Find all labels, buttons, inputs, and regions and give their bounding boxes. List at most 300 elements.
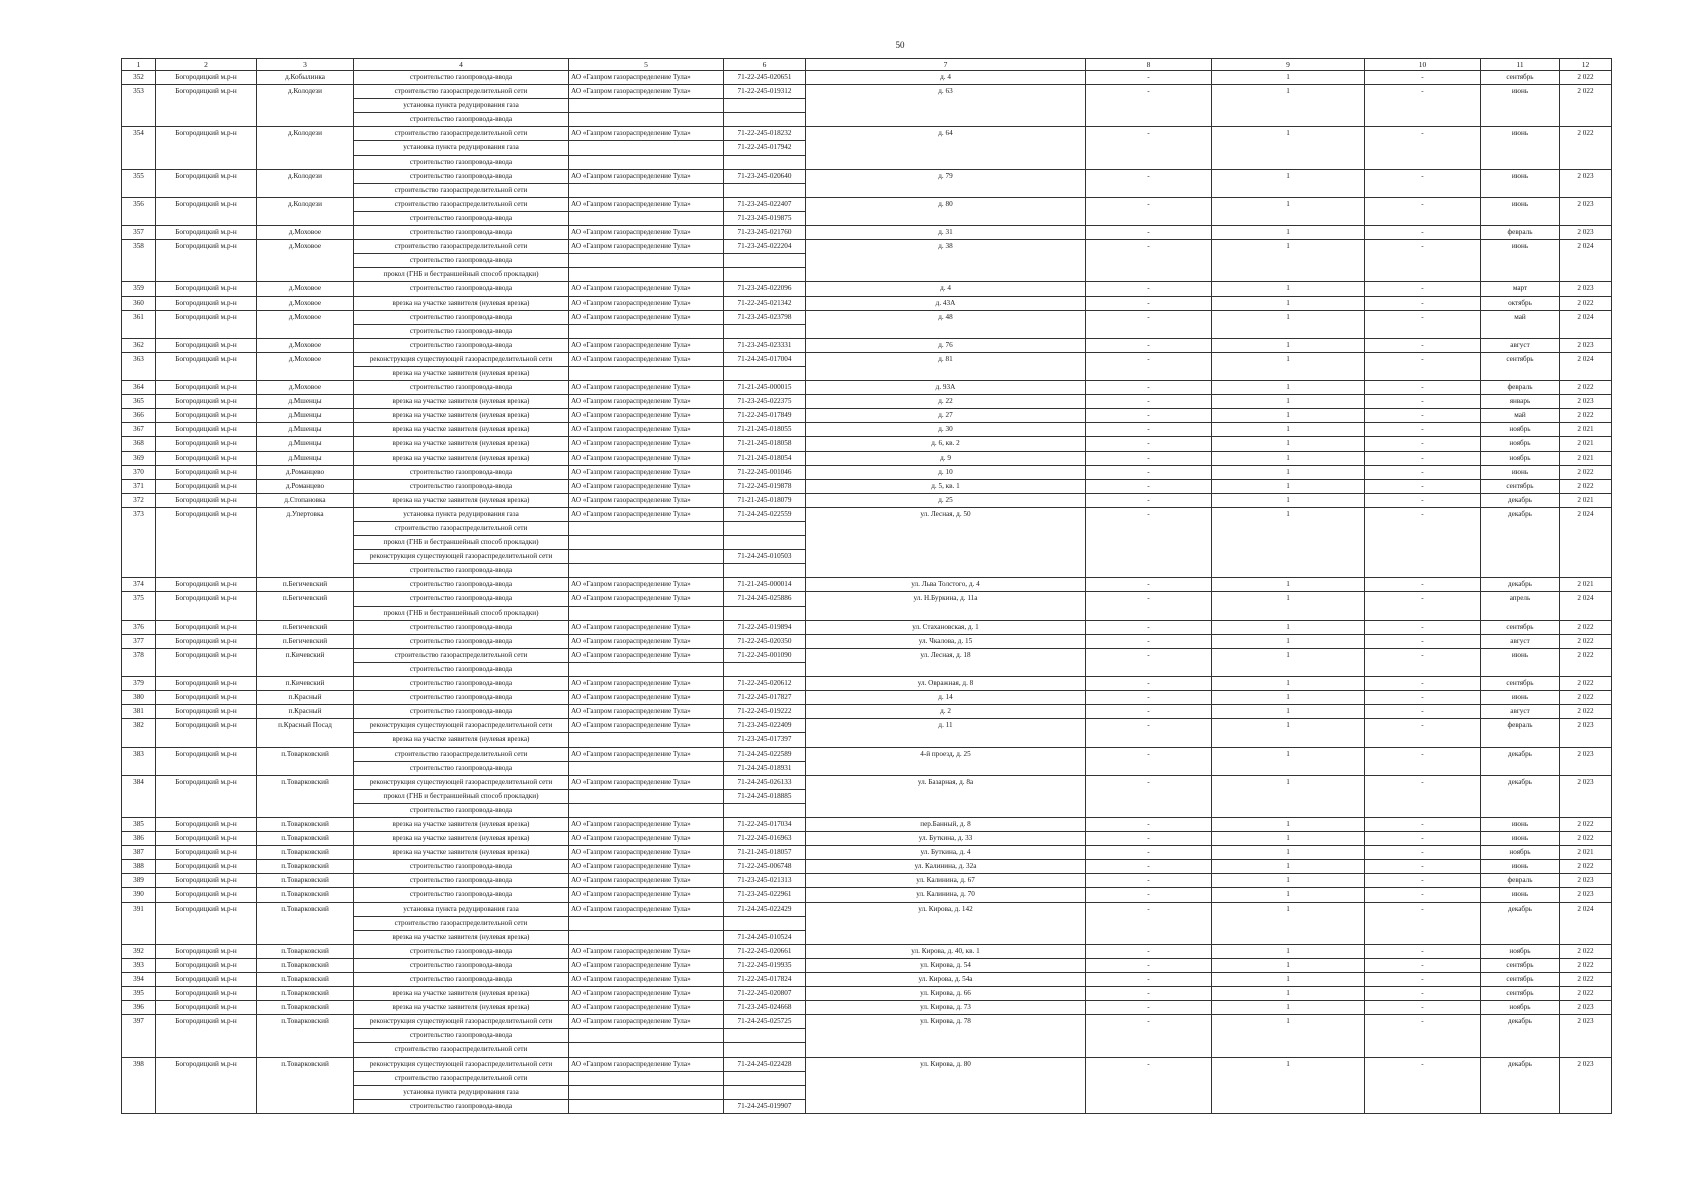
year-cell: 2 022 <box>1560 944 1612 958</box>
column-8-cell: - <box>1086 832 1212 846</box>
column-10-cell: - <box>1365 832 1481 846</box>
month-cell: ноябрь <box>1481 1001 1560 1015</box>
document-number-cell <box>724 522 806 536</box>
organization-cell <box>569 564 724 578</box>
address-cell: ул. Кирова, д. 40, кв. 1 <box>806 944 1086 958</box>
column-9-cell: 1 <box>1212 705 1365 719</box>
month-cell: июнь <box>1481 888 1560 902</box>
year-cell: 2 022 <box>1560 677 1612 691</box>
address-cell: д. 27 <box>806 409 1086 423</box>
district-cell: Богородицкий м.р-н <box>156 240 257 282</box>
organization-cell <box>569 183 724 197</box>
document-number-cell <box>724 662 806 676</box>
column-10-cell: - <box>1365 381 1481 395</box>
column-header: 8 <box>1086 59 1212 71</box>
address-cell: д. 48 <box>806 310 1086 338</box>
month-cell: ноябрь <box>1481 437 1560 451</box>
work-type-cell: врезка на участке заявителя (нулевая врезка) <box>354 296 569 310</box>
organization-cell: АО «Газпром газораспределение Тула» <box>569 578 724 592</box>
document-number-cell: 71-22-245-020661 <box>724 944 806 958</box>
work-type-cell: строительство газопровода-ввода <box>354 310 569 324</box>
column-8-cell: - <box>1086 747 1212 775</box>
table-row <box>122 705 1612 719</box>
column-header: 6 <box>724 59 806 71</box>
column-10-cell: - <box>1365 846 1481 860</box>
column-10-cell: - <box>1365 747 1481 775</box>
document-number-cell: 71-21-245-000014 <box>724 578 806 592</box>
year-cell: 2 024 <box>1560 902 1612 944</box>
district-cell: Богородицкий м.р-н <box>156 85 257 127</box>
month-cell: ноябрь <box>1481 451 1560 465</box>
record-number: 368 <box>122 437 156 451</box>
organization-cell: АО «Газпром газораспределение Тула» <box>569 493 724 507</box>
district-cell: Богородицкий м.р-н <box>156 479 257 493</box>
record-number: 375 <box>122 592 156 620</box>
address-cell: ул. Кирова, д. 66 <box>806 987 1086 1001</box>
address-cell: д. 43А <box>806 296 1086 310</box>
column-10-cell: - <box>1365 85 1481 127</box>
address-cell: ул. Базарная, д. 8а <box>806 775 1086 817</box>
organization-cell <box>569 268 724 282</box>
column-9-cell: 1 <box>1212 634 1365 648</box>
organization-cell: АО «Газпром газораспределение Тула» <box>569 296 724 310</box>
address-cell: ул. Кирова, д. 54 <box>806 958 1086 972</box>
record-number: 380 <box>122 691 156 705</box>
column-9-cell: 1 <box>1212 296 1365 310</box>
document-number-cell: 71-22-245-020612 <box>724 677 806 691</box>
month-cell: июнь <box>1481 648 1560 676</box>
column-10-cell: - <box>1365 634 1481 648</box>
month-cell: сентябрь <box>1481 352 1560 380</box>
work-type-cell: прокол (ГНБ и бестраншейный способ прокладки) <box>354 606 569 620</box>
column-10-cell: - <box>1365 310 1481 338</box>
page-number: 50 <box>895 40 905 50</box>
table-row <box>122 240 1612 254</box>
record-number: 370 <box>122 465 156 479</box>
month-cell: ноябрь <box>1481 944 1560 958</box>
document-number-cell <box>724 155 806 169</box>
document-number-cell: 71-23-245-022375 <box>724 395 806 409</box>
table-row <box>122 282 1612 296</box>
table-body <box>122 71 1612 1114</box>
address-cell: д. 10 <box>806 465 1086 479</box>
organization-cell <box>569 99 724 113</box>
organization-cell: АО «Газпром газораспределение Тула» <box>569 310 724 324</box>
month-cell: июнь <box>1481 197 1560 225</box>
organization-cell: АО «Газпром газораспределение Тула» <box>569 592 724 606</box>
organization-cell: АО «Газпром газораспределение Тула» <box>569 620 724 634</box>
document-number-cell: 71-24-245-025725 <box>724 1015 806 1029</box>
district-cell: Богородицкий м.р-н <box>156 507 257 577</box>
table-row <box>122 493 1612 507</box>
column-10-cell: - <box>1365 987 1481 1001</box>
work-type-cell: врезка на участке заявителя (нулевая врезка) <box>354 846 569 860</box>
year-cell: 2 023 <box>1560 226 1612 240</box>
locality-cell: п.Товарковский <box>257 1015 354 1057</box>
year-cell: 2 022 <box>1560 817 1612 831</box>
document-number-cell: 71-22-245-017824 <box>724 973 806 987</box>
address-cell: ул. Стахановская, д. 1 <box>806 620 1086 634</box>
column-9-cell: 1 <box>1212 507 1365 577</box>
work-type-cell: строительство газораспределительной сети <box>354 648 569 662</box>
locality-cell: п.Товарковский <box>257 987 354 1001</box>
column-8-cell: - <box>1086 1057 1212 1113</box>
document-number-cell <box>724 183 806 197</box>
month-cell: март <box>1481 282 1560 296</box>
record-number: 382 <box>122 719 156 747</box>
district-cell: Богородицкий м.р-н <box>156 352 257 380</box>
district-cell: Богородицкий м.р-н <box>156 338 257 352</box>
organization-cell <box>569 1099 724 1113</box>
document-number-cell: 71-24-245-025886 <box>724 592 806 606</box>
organization-cell: АО «Газпром газораспределение Тула» <box>569 775 724 789</box>
record-number: 385 <box>122 817 156 831</box>
address-cell: д. 31 <box>806 226 1086 240</box>
year-cell: 2 022 <box>1560 691 1612 705</box>
organization-cell: АО «Газпром газораспределение Тула» <box>569 987 724 1001</box>
column-8-cell: - <box>1086 648 1212 676</box>
locality-cell: д.Романцево <box>257 465 354 479</box>
column-8-cell: - <box>1086 705 1212 719</box>
table-row <box>122 874 1612 888</box>
column-10-cell: - <box>1365 507 1481 577</box>
district-cell: Богородицкий м.р-н <box>156 888 257 902</box>
work-type-cell: врезка на участке заявителя (нулевая врезка) <box>354 832 569 846</box>
district-cell: Богородицкий м.р-н <box>156 169 257 197</box>
column-10-cell: - <box>1365 691 1481 705</box>
month-cell: июнь <box>1481 85 1560 127</box>
organization-cell: АО «Газпром газораспределение Тула» <box>569 282 724 296</box>
column-10-cell: - <box>1365 296 1481 310</box>
column-10-cell: - <box>1365 677 1481 691</box>
work-type-cell: строительство газопровода-ввода <box>354 324 569 338</box>
column-9-cell: 1 <box>1212 381 1365 395</box>
record-number: 387 <box>122 846 156 860</box>
document-number-cell <box>724 916 806 930</box>
record-number: 392 <box>122 944 156 958</box>
organization-cell: АО «Газпром газораспределение Тула» <box>569 677 724 691</box>
work-type-cell: строительство газопровода-ввода <box>354 761 569 775</box>
organization-cell <box>569 916 724 930</box>
column-9-cell: 1 <box>1212 888 1365 902</box>
column-8-cell: - <box>1086 381 1212 395</box>
organization-cell: АО «Газпром газораспределение Тула» <box>569 423 724 437</box>
year-cell: 2 022 <box>1560 648 1612 676</box>
address-cell: ул. Калинина, д. 67 <box>806 874 1086 888</box>
address-cell: ул. Кирова, д. 73 <box>806 1001 1086 1015</box>
year-cell: 2 024 <box>1560 310 1612 338</box>
column-8-cell: - <box>1086 634 1212 648</box>
month-cell: июнь <box>1481 832 1560 846</box>
work-type-cell: строительство газопровода-ввода <box>354 71 569 85</box>
address-cell: ул. Кирова, д. 80 <box>806 1057 1086 1113</box>
column-10-cell: - <box>1365 465 1481 479</box>
column-9-cell: 1 <box>1212 747 1365 775</box>
record-number: 365 <box>122 395 156 409</box>
column-10-cell: - <box>1365 1057 1481 1113</box>
record-number: 356 <box>122 197 156 225</box>
document-number-cell: 71-22-245-019894 <box>724 620 806 634</box>
work-type-cell: прокол (ГНБ и бестраншейный способ прокладки) <box>354 268 569 282</box>
locality-cell: п.Товарковский <box>257 860 354 874</box>
work-type-cell: строительство газораспределительной сети <box>354 1071 569 1085</box>
work-type-cell: строительство газопровода-ввода <box>354 113 569 127</box>
record-number: 391 <box>122 902 156 944</box>
record-number: 388 <box>122 860 156 874</box>
work-type-cell: строительство газопровода-ввода <box>354 564 569 578</box>
column-10-cell: - <box>1365 409 1481 423</box>
column-8-cell: - <box>1086 902 1212 944</box>
table-row <box>122 747 1612 761</box>
district-cell: Богородицкий м.р-н <box>156 620 257 634</box>
document-number-cell <box>724 254 806 268</box>
district-cell: Богородицкий м.р-н <box>156 493 257 507</box>
column-8-cell: - <box>1086 1001 1212 1015</box>
work-type-cell: врезка на участке заявителя (нулевая врезка) <box>354 987 569 1001</box>
organization-cell <box>569 1043 724 1057</box>
district-cell: Богородицкий м.р-н <box>156 677 257 691</box>
organization-cell: АО «Газпром газораспределение Тула» <box>569 1015 724 1029</box>
document-number-cell: 71-21-245-018055 <box>724 423 806 437</box>
district-cell: Богородицкий м.р-н <box>156 451 257 465</box>
address-cell: ул. Кирова, д. 142 <box>806 902 1086 944</box>
column-9-cell: 1 <box>1212 1015 1365 1057</box>
month-cell: август <box>1481 634 1560 648</box>
table-row <box>122 846 1612 860</box>
column-8-cell: - <box>1086 479 1212 493</box>
record-number: 383 <box>122 747 156 775</box>
month-cell: август <box>1481 705 1560 719</box>
record-number: 394 <box>122 973 156 987</box>
work-type-cell: установка пункта редуцирования газа <box>354 141 569 155</box>
column-10-cell: - <box>1365 226 1481 240</box>
work-type-cell: строительство газопровода-ввода <box>354 338 569 352</box>
year-cell: 2 023 <box>1560 747 1612 775</box>
work-type-cell: врезка на участке заявителя (нулевая врезка) <box>354 493 569 507</box>
table-row <box>122 169 1612 183</box>
document-number-cell: 71-23-245-020640 <box>724 169 806 183</box>
column-8-cell: - <box>1086 423 1212 437</box>
record-number: 381 <box>122 705 156 719</box>
locality-cell: п.Бегичевский <box>257 592 354 620</box>
locality-cell: п.Товарковский <box>257 747 354 775</box>
locality-cell: п.Красный <box>257 705 354 719</box>
column-10-cell: - <box>1365 451 1481 465</box>
address-cell: д. 64 <box>806 127 1086 169</box>
column-8-cell: - <box>1086 409 1212 423</box>
table-row <box>122 85 1612 99</box>
organization-cell <box>569 155 724 169</box>
locality-cell: д.Моховое <box>257 338 354 352</box>
column-8-cell: - <box>1086 578 1212 592</box>
locality-cell: п.Товарковский <box>257 817 354 831</box>
document-number-cell: 71-24-245-017004 <box>724 352 806 366</box>
work-type-cell: строительство газопровода-ввода <box>354 944 569 958</box>
month-cell: декабрь <box>1481 747 1560 775</box>
work-type-cell: реконструкция существующей газораспределительной сети <box>354 719 569 733</box>
document-number-cell: 71-22-245-017034 <box>724 817 806 831</box>
address-cell: д. 81 <box>806 352 1086 380</box>
district-cell: Богородицкий м.р-н <box>156 409 257 423</box>
district-cell: Богородицкий м.р-н <box>156 987 257 1001</box>
locality-cell: д.Моховое <box>257 381 354 395</box>
year-cell: 2 023 <box>1560 874 1612 888</box>
month-cell: декабрь <box>1481 493 1560 507</box>
document-number-cell: 71-22-245-017849 <box>724 409 806 423</box>
column-10-cell: - <box>1365 973 1481 987</box>
column-8-cell: - <box>1086 310 1212 338</box>
column-10-cell: - <box>1365 592 1481 620</box>
month-cell: февраль <box>1481 719 1560 747</box>
address-cell: д. 6, кв. 2 <box>806 437 1086 451</box>
document-number-cell: 71-22-245-018232 <box>724 127 806 141</box>
record-number: 374 <box>122 578 156 592</box>
month-cell: сентябрь <box>1481 71 1560 85</box>
district-cell: Богородицкий м.р-н <box>156 1057 257 1113</box>
column-8-cell: - <box>1086 451 1212 465</box>
column-8-cell: - <box>1086 296 1212 310</box>
organization-cell: АО «Газпром газораспределение Тула» <box>569 127 724 141</box>
year-cell: 2 021 <box>1560 846 1612 860</box>
work-type-cell: врезка на участке заявителя (нулевая врезка) <box>354 733 569 747</box>
column-10-cell: - <box>1365 705 1481 719</box>
address-cell: д. 30 <box>806 423 1086 437</box>
column-9-cell: 1 <box>1212 423 1365 437</box>
district-cell: Богородицкий м.р-н <box>156 395 257 409</box>
organization-cell: АО «Газпром газораспределение Тула» <box>569 973 724 987</box>
address-cell: д. 4 <box>806 282 1086 296</box>
table-row <box>122 507 1612 521</box>
column-8-cell: - <box>1086 620 1212 634</box>
work-type-cell: строительство газопровода-ввода <box>354 958 569 972</box>
year-cell: 2 022 <box>1560 620 1612 634</box>
table-row <box>122 395 1612 409</box>
locality-cell: д.Моховое <box>257 282 354 296</box>
document-number-cell: 71-23-245-021760 <box>724 226 806 240</box>
table-row <box>122 944 1612 958</box>
document-number-cell: 71-22-245-021342 <box>724 296 806 310</box>
column-10-cell: - <box>1365 240 1481 282</box>
year-cell: 2 022 <box>1560 832 1612 846</box>
column-9-cell: 1 <box>1212 409 1365 423</box>
district-cell: Богородицкий м.р-н <box>156 958 257 972</box>
organization-cell <box>569 366 724 380</box>
column-9-cell: 1 <box>1212 493 1365 507</box>
organization-cell <box>569 733 724 747</box>
column-10-cell: - <box>1365 282 1481 296</box>
work-type-cell: строительство газопровода-ввода <box>354 874 569 888</box>
address-cell: д. 11 <box>806 719 1086 747</box>
work-type-cell: строительство газопровода-ввода <box>354 1099 569 1113</box>
organization-cell: АО «Газпром газораспределение Тула» <box>569 719 724 733</box>
locality-cell: п.Товарковский <box>257 1001 354 1015</box>
locality-cell: д.Мшенцы <box>257 437 354 451</box>
locality-cell: п.Бегичевский <box>257 620 354 634</box>
record-number: 352 <box>122 71 156 85</box>
document-number-cell <box>724 564 806 578</box>
district-cell: Богородицкий м.р-н <box>156 832 257 846</box>
address-cell: д. 2 <box>806 705 1086 719</box>
work-type-cell: строительство газораспределительной сети <box>354 522 569 536</box>
table-row <box>122 634 1612 648</box>
month-cell: февраль <box>1481 381 1560 395</box>
locality-cell: п.Товарковский <box>257 902 354 944</box>
table-row <box>122 817 1612 831</box>
locality-cell: п.Товарковский <box>257 958 354 972</box>
year-cell: 2 021 <box>1560 451 1612 465</box>
record-number: 353 <box>122 85 156 127</box>
column-9-cell: 1 <box>1212 85 1365 127</box>
organization-cell <box>569 324 724 338</box>
organization-cell: АО «Газпром газораспределение Тула» <box>569 1001 724 1015</box>
work-type-cell: установка пункта редуцирования газа <box>354 507 569 521</box>
document-number-cell: 71-24-245-026133 <box>724 775 806 789</box>
column-8-cell: - <box>1086 677 1212 691</box>
month-cell: июнь <box>1481 169 1560 197</box>
table-row <box>122 973 1612 987</box>
table-row <box>122 423 1612 437</box>
work-type-cell: строительство газораспределительной сети <box>354 240 569 254</box>
table-row <box>122 127 1612 141</box>
month-cell: декабрь <box>1481 1015 1560 1057</box>
month-cell: сентябрь <box>1481 958 1560 972</box>
month-cell: сентябрь <box>1481 987 1560 1001</box>
record-number: 398 <box>122 1057 156 1113</box>
record-number: 386 <box>122 832 156 846</box>
document-number-cell: 71-24-245-022428 <box>724 1057 806 1071</box>
district-cell: Богородицкий м.р-н <box>156 592 257 620</box>
column-8-cell: - <box>1086 1015 1212 1057</box>
column-8-cell: - <box>1086 846 1212 860</box>
work-type-cell: установка пункта редуцирования газа <box>354 902 569 916</box>
column-10-cell: - <box>1365 127 1481 169</box>
month-cell: май <box>1481 409 1560 423</box>
record-number: 371 <box>122 479 156 493</box>
work-type-cell: строительство газопровода-ввода <box>354 1029 569 1043</box>
year-cell: 2 024 <box>1560 352 1612 380</box>
address-cell: ул. Буткина, д. 33 <box>806 832 1086 846</box>
address-cell: д. 5, кв. 1 <box>806 479 1086 493</box>
work-type-cell: строительство газопровода-ввода <box>354 888 569 902</box>
work-type-cell: врезка на участке заявителя (нулевая врезка) <box>354 409 569 423</box>
work-type-cell: строительство газопровода-ввода <box>354 254 569 268</box>
record-number: 357 <box>122 226 156 240</box>
column-10-cell: - <box>1365 479 1481 493</box>
organization-cell <box>569 606 724 620</box>
locality-cell: д.Колодези <box>257 85 354 127</box>
column-8-cell: - <box>1086 719 1212 747</box>
work-type-cell: врезка на участке заявителя (нулевая врезка) <box>354 437 569 451</box>
column-header: 9 <box>1212 59 1365 71</box>
year-cell: 2 021 <box>1560 437 1612 451</box>
record-number: 379 <box>122 677 156 691</box>
document-number-cell <box>724 803 806 817</box>
column-10-cell: - <box>1365 888 1481 902</box>
work-type-cell: строительство газораспределительной сети <box>354 197 569 211</box>
month-cell: декабрь <box>1481 775 1560 817</box>
locality-cell: д.Мшенцы <box>257 409 354 423</box>
column-header: 1 <box>122 59 156 71</box>
column-9-cell: 1 <box>1212 395 1365 409</box>
document-number-cell <box>724 268 806 282</box>
table-row <box>122 958 1612 972</box>
column-9-cell: 1 <box>1212 1001 1365 1015</box>
document-number-cell <box>724 1043 806 1057</box>
document-number-cell: 71-23-245-022096 <box>724 282 806 296</box>
work-type-cell: строительство газораспределительной сети <box>354 916 569 930</box>
column-header: 4 <box>354 59 569 71</box>
district-cell: Богородицкий м.р-н <box>156 860 257 874</box>
